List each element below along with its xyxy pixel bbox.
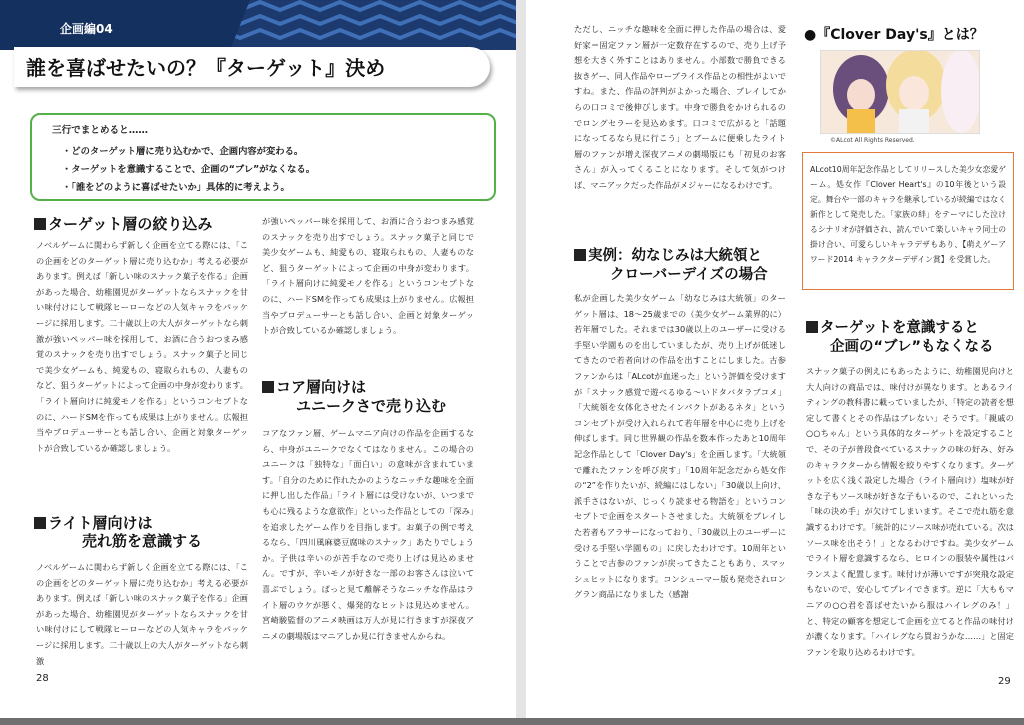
body-text: コアなファン層、ゲームマニア向けの作品を企画するなら、中身がユニークでなくてはなりません。この場合のユニークは「独特な」「面白い」の意味が含まれています。「自分のために作れたかのようなニッチな趣味を全面に押し出した作品」「ライト層には受けないが、いつまでも心に残るような意欲作」といった作品としての「深み」を追求したゲーム作りを目指します。お菓子の例で考えるなら、「四川風麻婆豆腐味のスナック」あたりでしょうか。子供は辛いのが苦手なので売り上げは見込めません。ですが、辛いモノが好きな一部のお客さんは泣いて喜ぶでしょう。ぱっと見て離解そうなニッチな作品はライト層のウケが悪く、爆発的なヒットは見込めません。宮崎駿監督のアニメ映画は万人が見に行きますが深夜アニメの劇場版はマニアしか見に行きませんからね。	[262, 428, 474, 641]
game-artwork-image	[820, 50, 980, 134]
left-page	[0, 0, 516, 718]
section-heading-line2: ユニークさで売り込む	[296, 397, 447, 415]
body-text: スナック菓子の例えにもあったように、幼稚園児向けと大人向けの商品では、味付けが異なります。とあるライティングの教科書に載っていましたが、「特定の読者を想定して書くとその作品はブレない」そうです。「親戚の○○ちゃん」という具体的なターゲットを設定することで、その子が普段食べているスナックの味の好み、好みのキャラクターから情報を絞りやすくなります。ターゲットを広く浅く設定した場合（ライト層向け）塩味が好きな子もソース味が好きな子もいるので、これといった「味の決め手」が欠けてしまいます。そこで売れ筋を意識するわけです。「統計的にソース味が売れている。次はソース味を出そう！」となるわけですね。美少女ゲームでライト層を意識するなら、ヒロインの服装や属性はバランスよく配置します。味付けが薄いですが突飛な設定もないので、安心してプレイできます。逆に「大ももマニアの○○君を喜ばせたいから服はハイレグのみ！」と、特定の顧客を想定して企画を立てると作品の味付けが濃くなります。「ハイレグなら買おうかな……」と固定ファンを取り込めるわけです。	[806, 366, 1014, 657]
heading-square-icon	[262, 381, 274, 393]
sidebar-title: ●『Clover Day's』とは？	[804, 27, 984, 43]
body-text: 私が企画した美少女ゲーム「幼なじみは大統領」のターゲット層は、18〜25歳までの（美少女ゲーム業界的に）若年層でした。それまでは30歳以上のユーザーに受ける手堅い学園ものを出していましたが、売り上げが低迷してきたので若者向けの作品を出すことにしました。古参ファンからは「ALcotが血迷った」という評価を受けますが「スナック感覚で遊べるゆる〜いドタバタラブコメ」「大統領を女体化させたインパクトがあるネタ」というコンセプトが受け入れられて若年層を中心に売り上げを伸ばします。同じ世界観の作品を数本作ったあと10周年記念作品として「Clover Day's」を企画します。「大統領で離れたファンを呼び戻す」「10周年記念だから処女作の“2”を作りたいが、続編にはしない」「30歳以上向け、派手さはないが、じっくり読ませる物語を」というコンセプトで企画をスタートさせました。大統領をプレイした若者もアラサーになっており、「30歳以上のユーザーに受ける手堅い学園もの」に戻したわけです。10周年ということで古参のファンが戻ってきたこともあり、スマッシュヒットになります。コンシューマー版も発売されロングラン商品になりました（感謝	[574, 293, 786, 600]
section-heading: ライト層向けは	[34, 512, 153, 533]
info-box-text: ALcot10周年記念作品としてリリースした美少女恋愛ゲーム。処女作『Clover Heart's』の10年後という設定。舞台や一部のキャラを継承しているが続編ではなく新作として発売した。「家族の絆」をテーマにした泣けるシナリオが評価され、読んでいて楽しいキャラ同士の掛け合い、可愛らしいキャラデザもあり、【萌えゲーアワード2014 キャラクターデザイン賞】を受賞した。	[810, 165, 1006, 264]
page-title: 誰を喜ばせたいの？『ターゲット』決め	[26, 56, 386, 80]
heading-square-icon	[806, 321, 818, 333]
series-label: 企画編04	[60, 22, 113, 36]
page-number: 28	[36, 673, 49, 684]
section-heading-line2: 売れ筋を意識する	[82, 532, 203, 550]
image-credit: ©ALcot All Rights Reserved.	[830, 137, 915, 144]
body-text: が強いペッパー味を採用して、お酒に合うおつまみ感覚のスナックを売り出すでしょう。スナック菓子と同じで美少女ゲームも、純愛もの、寝取られもの、人妻ものなど、狙うターゲットによって企画の中身が変わります。「ライト層向けに純愛モノを作る」というコンセプトなのに、ハードSMを作っても成果は上がりません。広報担当やプロデューサーとも話し合い、企画と対象ターゲットが合致しているか確認しましょう。	[262, 216, 474, 336]
section-heading: 実例：幼なじみは大統領と	[574, 244, 762, 265]
body-text: ただし、ニッチな趣味を全面に押した作品の場合は、愛好家＝固定ファン層が一定数存在するので、売り上げ予想を大きく外すことはありません。小部数で勝負できる抜きゲー、同人作品やロープライス作品との相性がよいですね。また、作品の評判がよかった場合、プレイしてからの口コミで後伸びします。中身で勝負をかけられるのでロングセラーを見込めます。口コミで広がると「話題になってるなら見に行こう」とブームに便乗したライト層のファンが増え深夜アニメの劇場版にも「初見のお客さん」が入ってくることになります。そして気がつけば、マニアックだった作品がメジャーになるわけです。	[574, 24, 786, 190]
section-heading: コア層向けは	[262, 376, 366, 397]
heading-square-icon	[34, 218, 46, 230]
section-heading-line2: クローバーデイズの場合	[610, 267, 768, 283]
summary-point: ・「誰をどのように喜ばせたいか」具体的に考えよう。	[62, 182, 290, 193]
section-heading-line2: 企画の“ブレ”もなくなる	[830, 339, 994, 355]
body-text: ノベルゲームに関わらず新しく企画を立てる際には、「この企画をどのターゲット層に売り込むか」考える必要があります。例えば「新しい味のスナック菓子を作る」企画があった場合、幼稚園児がターゲットならスナックを甘い味付けにして戦隊ヒーローなどの人気キャラをパッケージに採用します。二十歳以上の大人がターゲットなら刺激	[36, 562, 248, 666]
section-heading: ターゲットを意識すると	[806, 316, 979, 337]
body-text: ノベルゲームに関わらず新しく企画を立てる際には、「この企画をどのターゲット層に売り込むか」考える必要があります。例えば「新しい味のスナック菓子を作る」企画があった場合、幼稚園児がターゲットならスナックを甘い味付けにして戦隊ヒーローなどの人気キャラをパッケージに採用します。二十歳以上の大人がターゲットなら刺激が強いペッパー味を採用して、お酒に合うおつまみ感覚のスナックを売り出すでしょう。スナック菓子と同じで美少女ゲームも、純愛もの、寝取られもの、人妻ものなど、狙うターゲットによって企画の中身が変わります。「ライト層向けに純愛モノを作る」というコンセプトなのに、ハードSMを作っても成果は上がりません。広報担当やプロデューサーとも話し合い、企画と対象ターゲットが合致しているか確認しましょう。	[36, 240, 248, 453]
page-number: 29	[998, 676, 1011, 687]
heading-square-icon	[34, 517, 46, 529]
summary-point: ・ターゲットを意識することで、企画の“ブレ”がなくなる。	[62, 164, 316, 175]
summary-heading: 三行でまとめると……	[52, 125, 148, 136]
section-heading: ターゲット層の絞り込み	[34, 213, 212, 234]
heading-square-icon	[574, 249, 586, 261]
page-gutter	[516, 0, 526, 718]
summary-point: ・どのターゲット層に売り込むかで、企画内容が変わる。	[62, 146, 304, 157]
